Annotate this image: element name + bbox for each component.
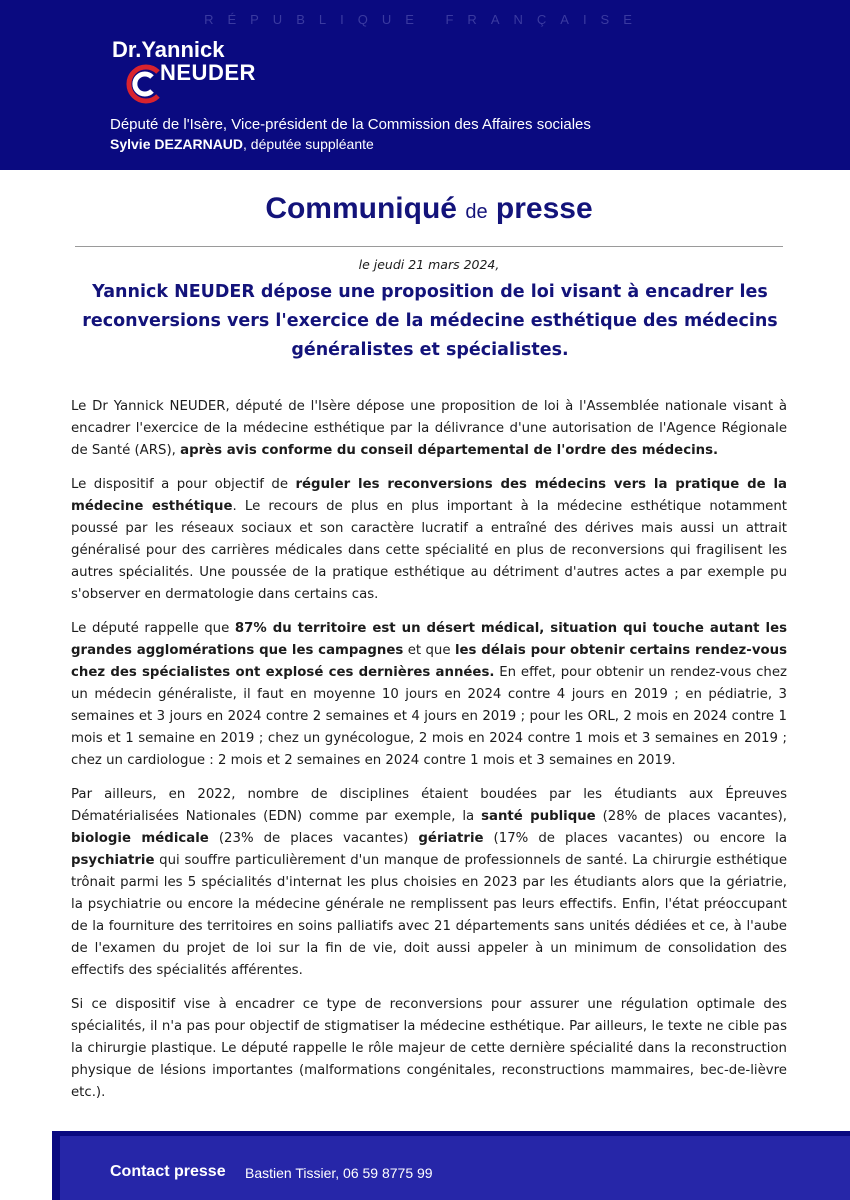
title-de: de bbox=[465, 201, 488, 223]
p3-bold-d: les délais pour obtenir certains rendez-vous chez des spécialistes ont explosé ces dernières années. bbox=[71, 643, 788, 680]
footer-panel bbox=[60, 1136, 850, 1200]
title-presse: presse bbox=[495, 192, 593, 225]
p4-bold-d: biologie médicale bbox=[71, 831, 209, 846]
contact-footer bbox=[52, 1131, 850, 1200]
p2-bold: réguler les reconversions des médecins vers la pratique de la médecine esthétique bbox=[71, 477, 788, 514]
date-line: le jeudi 21 mars 2024, bbox=[358, 257, 500, 272]
page-title bbox=[0, 192, 850, 226]
contact-info: Bastien Tissier, 06 59 8775 99 bbox=[245, 1165, 433, 1181]
p1-bold: après avis conforme du conseil départemental de l'ordre des médecins. bbox=[180, 443, 719, 458]
p2-text-c: . Le recours de plus en plus important à la médecine esthétique notamment poussé par les réseaux sociaux et son caractère lucratif a entraîné des dérives mais aussi un attrait généralisé pour des carrières médicales dans cette spécialité en plus de reconversions qui fragilisent les autres spécialités. Une poussée de la pratique esthétique au détriment d'autres actes a par exemple pu s'observer en dermatologie dans certains cas. bbox=[71, 499, 787, 602]
p4-text-a: Par ailleurs, en 2022, nombre de disciplines étaient boudées par les étudiants aux Épreuves Dématérialisées Nationales (EDN) comme par exemple, la bbox=[71, 787, 787, 824]
p4-text-g: (17% de places vacantes) ou encore la bbox=[483, 831, 787, 846]
p3-text-c: et que bbox=[403, 643, 455, 658]
p4-text-c: (28% de places vacantes), bbox=[595, 809, 787, 824]
p3-text-e: En effet, pour obtenir un rendez-vous chez un médecin généraliste, il faut en moyenne 10 jours en 2024 contre 4 jours en 2019 ; en pédiatrie, 3 semaines et 3 jours en 2024 contre 2 semaines et 4 jours en 2019 ; pour les ORL, 2 mois en 2024 contre 1 mois et 1 semaine en 2019 ; chez un gynécologue, 2 mois en 2024 contre 1 mois et 3 semaines en 2019 ; chez un cardiologue : 2 mois et 2 semaines en 2024 contre 1 mois et 3 semaines en 2019. bbox=[71, 665, 787, 768]
logo-first-name: Dr.Yannick bbox=[112, 37, 225, 62]
p3-text-a: Le député rappelle que bbox=[71, 621, 235, 636]
header-band bbox=[0, 0, 850, 170]
headline: Yannick NEUDER dépose une proposition de loi visant à encadrer les reconversions vers l'exercice de la médecine esthétique des médecins généralistes et spécialistes. bbox=[82, 282, 778, 360]
republique-francaise-text: RÉPUBLIQUE FRANÇAISE bbox=[204, 12, 646, 27]
paragraph-2 bbox=[71, 474, 787, 606]
suppleante-role: , députée suppléante bbox=[243, 136, 374, 152]
paragraph-4 bbox=[71, 784, 787, 982]
p4-bold-h: psychiatrie bbox=[71, 853, 155, 868]
suppleante-line bbox=[110, 136, 374, 152]
p4-text-i: qui souffre particulièrement d'un manque de professionnels de santé. La chirurgie esthétique trônait parmi les 5 spécialités d'internat les plus choisies en 2023 par les étudiants alors que la gériatrie, la psychiatrie ou encore la médecine générale ne remplissent pas leurs effectifs. Enfin, l'état préoccupant de la fourniture des territoires en soins palliatifs avec 21 départements sans unités dédiées et ce, à l'aube de l'examen du projet de loi sur la fin de vie, doit aussi appeler à un minimum de consolidation des effectifs des spécialités afférentes. bbox=[71, 853, 787, 978]
p3-bold-b: 87% du territoire est un désert médical, situation qui touche autant les grandes agglomérations que les campagnes bbox=[71, 621, 787, 658]
deputy-subtitle: Député de l'Isère, Vice-président de la Commission des Affaires sociales bbox=[110, 116, 591, 133]
logo-last-name: NEUDER bbox=[160, 60, 256, 85]
p5-text: Si ce dispositif vise à encadrer ce type de reconversions pour assurer une régulation optimale des spécialités, il n'a pas pour objectif de stigmatiser la médecine esthétique. Par ailleurs, le texte ne cible pas la chirurgie plastique. Le député rappelle le rôle majeur de cette dernière spécialité dans la reconstruction physique de lésions importantes (malformations congénitales, reconstructions mammaires, bec-de-lièvre etc.). bbox=[71, 997, 787, 1100]
paragraph-1 bbox=[71, 396, 787, 462]
suppleante-name: Sylvie DEZARNAUD bbox=[110, 136, 244, 152]
paragraph-3 bbox=[71, 618, 787, 772]
p4-text-e: (23% de places vacantes) bbox=[208, 831, 419, 846]
paragraph-5 bbox=[71, 994, 787, 1104]
p1-text: Le Dr Yannick NEUDER, député de l'Isère dépose une proposition de loi à l'Assemblée nationale visant à encadrer l'exercice de la médecine esthétique par la délivrance d'une autorisation de l'Agence Régionale de Santé (ARS), bbox=[71, 399, 787, 458]
contact-label: Contact presse bbox=[110, 1163, 226, 1180]
p2-text-a: Le dispositif a pour objectif de bbox=[71, 477, 296, 492]
p4-bold-f: gériatrie bbox=[418, 831, 484, 846]
title-communique: Communiqué bbox=[265, 192, 457, 225]
p4-bold-b: santé publique bbox=[481, 809, 596, 824]
title-divider bbox=[75, 246, 783, 247]
body-text bbox=[71, 396, 787, 1116]
